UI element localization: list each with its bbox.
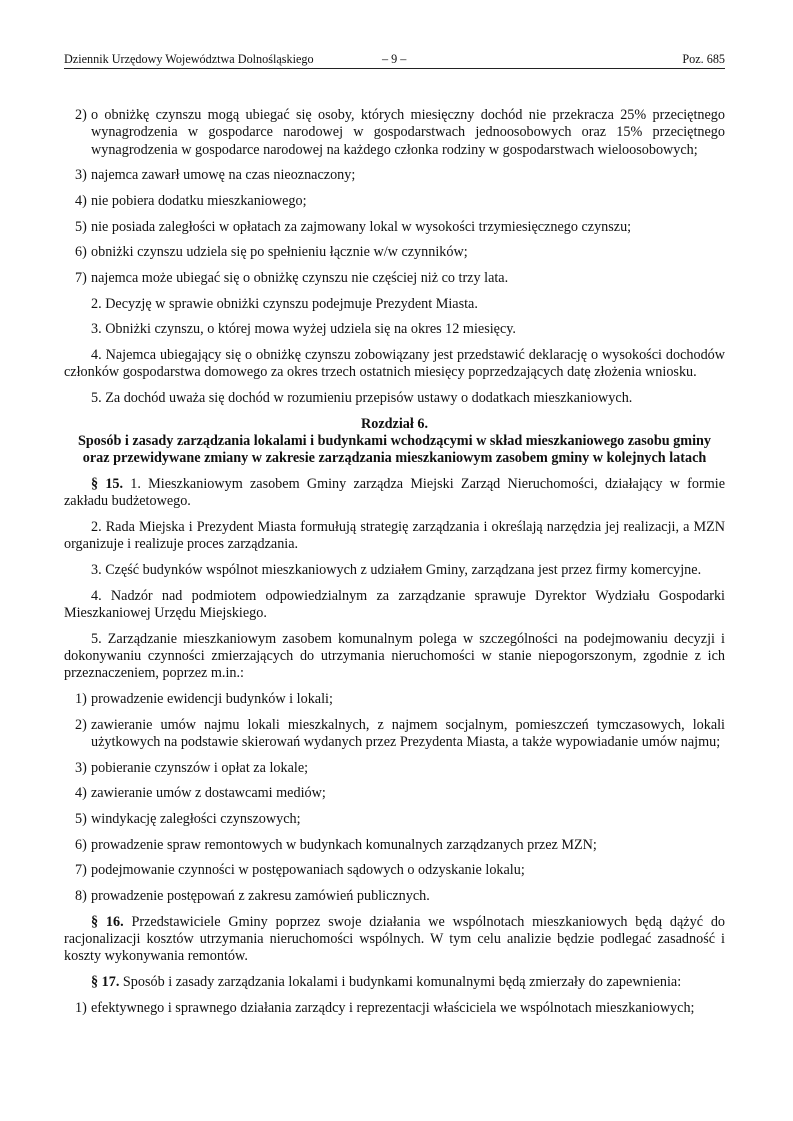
- list-item-number: 4): [75, 192, 87, 209]
- chapter-number: Rozdział 6.: [361, 415, 428, 432]
- list-item-number: 7): [75, 270, 87, 287]
- list-item: [64, 193, 725, 210]
- paragraph: 5. Zarządzanie mieszkaniowym zasobem komunalnym polega w szczególności na podejmowaniu decyzji i dokonywaniu czynności zmierzających do utrzymania nieruchomości w stanie niepogorszonym, zgodnie z ich przeznaczeniem, poprzez m.in.:: [64, 630, 725, 682]
- list-item: [64, 167, 725, 184]
- paragraph: 2. Rada Miejska i Prezydent Miasta formułują strategię zarządzania i określają narzędzia jej realizacji, a MZN organizuje i realizuje proces zarządzania.: [64, 519, 725, 553]
- list-item: [64, 270, 725, 287]
- section-15-paragraph-1: [64, 476, 725, 511]
- section-marker: § 17.: [91, 974, 120, 991]
- list-item-text: zawieranie umów najmu lokali mieszkalnych, z najmem socjalnym, pomieszczeń tymczasowych, lokali użytkowych na podstawie skierowań wydanych przez Prezydenta Miasta, a także wypowiadanie umów najmu;: [91, 716, 725, 750]
- list-item-number: 4): [75, 785, 87, 802]
- list-item: [64, 107, 725, 159]
- list-item-number: 6): [75, 836, 87, 853]
- paragraph: 5. Za dochód uważa się dochód w rozumieniu przepisów ustawy o dodatkach mieszkaniowych.: [91, 390, 633, 407]
- section-16-paragraph: [64, 914, 725, 966]
- list-item-text: o obniżkę czynszu mogą ubiegać się osoby, których miesięczny dochód nie przekracza 25% przeciętnego wynagrodzenia w gospodarce narodowej w gospodarstwach jednoosobowych oraz 15% przeciętnego wynagrodzenia w gospodarce narodowej na każdego członka rodziny w gospodarstwach wieloosobowych;: [91, 107, 725, 158]
- position-number: Poz. 685: [682, 52, 725, 66]
- list-item-number: 5): [75, 218, 87, 235]
- list-item: [64, 219, 725, 236]
- journal-title: Dziennik Urzędowy Województwa Dolnośląskiego: [64, 52, 314, 66]
- list-item-number: 8): [75, 888, 87, 905]
- list-item-text: zawieranie umów z dostawcami mediów;: [91, 785, 326, 802]
- list-item-text: nie posiada zaległości w opłatach za zajmowany lokal w wysokości trzymiesięcznego czynszu;: [91, 218, 632, 235]
- list-item-number: 6): [75, 244, 87, 261]
- section-17-paragraph: [64, 974, 725, 991]
- list-item: [64, 760, 725, 777]
- list-item: [64, 888, 725, 905]
- page-header: [64, 50, 725, 69]
- list-item: [64, 691, 725, 708]
- chapter-title-line: Sposób i zasady zarządzania lokalami i budynkami wchodzącymi w skład mieszkaniowego zasobu gminy: [78, 433, 711, 450]
- paragraph: 3. Część budynków wspólnot mieszkaniowych z udziałem Gminy, zarządzana jest przez firmy komercyjne.: [91, 562, 702, 579]
- list-item-text: najemca może ubiegać się o obniżkę czynszu nie częściej niż co trzy lata.: [91, 270, 509, 287]
- list-item-text: windykację zaległości czynszowych;: [91, 811, 301, 828]
- page-number: – 9 –: [382, 52, 407, 66]
- paragraph: 4. Najemca ubiegający się o obniżkę czynszu zobowiązany jest przedstawić deklarację o wysokości dochodów członków gospodarstwa domowego za okres trzech ostatnich miesięcy poprzedzających datę złożenia wniosku.: [64, 347, 725, 381]
- paragraph: 4. Nadzór nad podmiotem odpowiedzialnym za zarządzanie sprawuje Dyrektor Wydziału Gospodarki Mieszkaniowej Urzędu Miejskiego.: [64, 587, 725, 621]
- list-item-text: podejmowanie czynności w postępowaniach sądowych o odzyskanie lokalu;: [91, 862, 525, 879]
- list-item-text: prowadzenie ewidencji budynków i lokali;: [91, 690, 333, 707]
- section-marker: § 16.: [91, 913, 124, 930]
- list-item: [64, 837, 725, 854]
- list-item: [64, 717, 725, 752]
- list-item: [64, 1000, 725, 1017]
- list-item-number: 1): [75, 999, 87, 1016]
- paragraph: 2. Decyzję w sprawie obniżki czynszu podejmuje Prezydent Miasta.: [91, 295, 478, 312]
- list-item-text: najemca zawarł umowę na czas nieoznaczony;: [91, 167, 356, 184]
- section-marker: § 15.: [91, 476, 124, 493]
- chapter-heading: [64, 416, 725, 468]
- list-item-number: 2): [75, 107, 87, 123]
- list-item-number: 7): [75, 862, 87, 879]
- paragraph-text: Przedstawiciele Gminy poprzez swoje działania we wspólnotach mieszkaniowych będą dążyć do racjonalizacji kosztów utrzymania nieruchomości wspólnych. W tym celu analizie będzie podlegać zasadność i koszty wykonywania remontów.: [64, 913, 726, 965]
- list-item: [64, 862, 725, 879]
- list-item-number: 2): [75, 716, 87, 733]
- list-item-number: 3): [75, 759, 87, 776]
- paragraph-text: Sposób i zasady zarządzania lokalami i budynkami komunalnymi będą zmierzały do zapewnienia:: [119, 974, 682, 991]
- paragraph: 3. Obniżki czynszu, o której mowa wyżej udziela się na okres 12 miesięcy.: [91, 321, 516, 338]
- paragraph-text: 1. Mieszkaniowym zasobem Gminy zarządza Miejski Zarząd Nieruchomości, działający w formie zakładu budżetowego.: [64, 476, 725, 510]
- list-item-text: pobieranie czynszów i opłat za lokale;: [91, 759, 309, 776]
- list-item: [64, 244, 725, 261]
- list-item-number: 1): [75, 690, 87, 707]
- list-item-number: 5): [75, 811, 87, 828]
- list-item-number: 3): [75, 167, 87, 184]
- chapter-title-line: oraz przewidywane zmiany w zakresie zarządzania mieszkaniowym zasobem gminy w kolejnych latach: [82, 450, 707, 467]
- list-item-text: prowadzenie postępowań z zakresu zamówień publicznych.: [91, 888, 430, 905]
- list-item-text: efektywnego i sprawnego działania zarządcy i reprezentacji właściciela we wspólnotach mieszkaniowych;: [91, 999, 695, 1016]
- document-body: [64, 107, 725, 1025]
- list-item-text: nie pobiera dodatku mieszkaniowego;: [91, 192, 307, 209]
- list-item-text: prowadzenie spraw remontowych w budynkach komunalnych zarządzanych przez MZN;: [91, 836, 597, 853]
- list-item: [64, 811, 725, 828]
- list-item: [64, 785, 725, 802]
- list-item-text: obniżki czynszu udziela się po spełnieniu łącznie w/w czynników;: [91, 244, 468, 261]
